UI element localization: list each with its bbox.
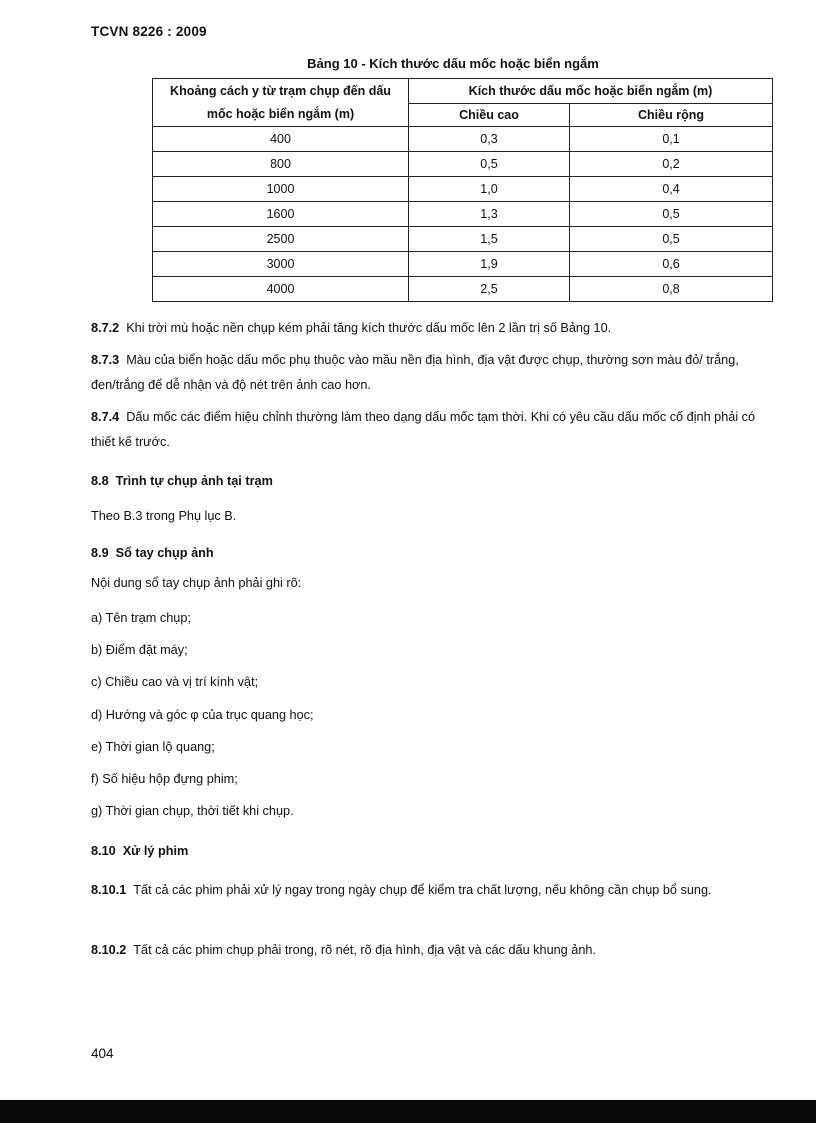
height-column-header: Chiều cao bbox=[409, 104, 570, 127]
paragraph-8-7-4 bbox=[91, 405, 766, 455]
table-row bbox=[153, 252, 773, 277]
width-cell: 0,5 bbox=[570, 227, 773, 252]
distance-cell: 1000 bbox=[153, 177, 409, 202]
distance-column-header: Khoảng cách y từ trạm chụp đến dấu mốc hoặc biển ngắm (m) bbox=[153, 79, 409, 127]
list-item: c) Chiều cao và vị trí kính vật; bbox=[91, 675, 259, 689]
dimensions-table bbox=[152, 78, 773, 302]
clause-number: 8.10.1 bbox=[91, 883, 127, 897]
table-row bbox=[153, 127, 773, 152]
width-cell: 0,5 bbox=[570, 202, 773, 227]
list-item: d) Hướng và góc φ của trục quang học; bbox=[91, 708, 314, 722]
clause-number: 8.7.3 bbox=[91, 353, 120, 367]
section-8-9-intro: Nội dung sổ tay chụp ảnh phải ghi rõ: bbox=[91, 576, 302, 590]
page-number: 404 bbox=[91, 1046, 114, 1061]
section-heading-8-10 bbox=[91, 841, 766, 861]
clause-text: Dấu mốc các điểm hiệu chỉnh thường làm theo dạng dấu mốc tạm thời. Khi có yêu cầu dấu mốc cố định phải có thiết kế trước. bbox=[91, 410, 756, 449]
paragraph-8-10-1 bbox=[91, 877, 766, 903]
distance-cell: 1600 bbox=[153, 202, 409, 227]
distance-cell: 400 bbox=[153, 127, 409, 152]
standard-header: TCVN 8226 : 2009 bbox=[91, 24, 207, 39]
width-cell: 0,4 bbox=[570, 177, 773, 202]
section-title: Trình tự chụp ảnh tại trạm bbox=[115, 474, 273, 488]
section-number: 8.9 bbox=[91, 546, 109, 560]
section-number: 8.10 bbox=[91, 844, 116, 858]
section-title: Sổ tay chụp ảnh bbox=[115, 546, 214, 560]
section-heading-8-8 bbox=[91, 471, 766, 491]
clause-text: Tất cả các phim phải xử lý ngay trong ngày chụp để kiểm tra chất lượng, nếu không cần chụp bổ sung. bbox=[133, 883, 712, 897]
section-8-8-text: Theo B.3 trong Phụ lục B. bbox=[91, 509, 237, 523]
table-row bbox=[153, 202, 773, 227]
height-cell: 2,5 bbox=[409, 277, 570, 302]
table-caption: Bảng 10 - Kích thước dấu mốc hoặc biển ngắm bbox=[307, 56, 599, 71]
list-item: f) Số hiệu hộp đựng phim; bbox=[91, 772, 238, 786]
width-cell: 0,6 bbox=[570, 252, 773, 277]
table-row bbox=[153, 152, 773, 177]
distance-cell: 2500 bbox=[153, 227, 409, 252]
distance-cell: 3000 bbox=[153, 252, 409, 277]
height-cell: 1,9 bbox=[409, 252, 570, 277]
table-row bbox=[153, 227, 773, 252]
width-cell: 0,2 bbox=[570, 152, 773, 177]
list-item: a) Tên trạm chụp; bbox=[91, 611, 191, 625]
scan-edge-bar bbox=[0, 1100, 816, 1123]
section-number: 8.8 bbox=[91, 474, 109, 488]
clause-text: Màu của biển hoặc dấu mốc phụ thuộc vào mầu nền địa hình, địa vật được chụp, thường sơn màu đỏ/ trắng, đen/trắng để dễ nhận và độ nét trên ảnh cao hơn. bbox=[91, 353, 739, 392]
table-row bbox=[153, 277, 773, 302]
paragraph-8-7-3 bbox=[91, 348, 766, 398]
clause-number: 8.7.2 bbox=[91, 321, 120, 335]
clause-number: 8.7.4 bbox=[91, 410, 120, 424]
width-cell: 0,1 bbox=[570, 127, 773, 152]
clause-text: Khi trời mù hoặc nền chụp kém phải tăng kích thước dấu mốc lên 2 lần trị số Bảng 10. bbox=[126, 321, 612, 335]
height-cell: 1,0 bbox=[409, 177, 570, 202]
distance-cell: 800 bbox=[153, 152, 409, 177]
height-cell: 0,5 bbox=[409, 152, 570, 177]
section-title: Xử lý phim bbox=[122, 844, 189, 858]
paragraph-8-7-2 bbox=[91, 318, 766, 338]
width-cell: 0,8 bbox=[570, 277, 773, 302]
height-cell: 1,3 bbox=[409, 202, 570, 227]
height-cell: 1,5 bbox=[409, 227, 570, 252]
distance-cell: 4000 bbox=[153, 277, 409, 302]
list-item: g) Thời gian chụp, thời tiết khi chụp. bbox=[91, 804, 294, 818]
paragraph-8-10-2 bbox=[91, 940, 766, 960]
list-item: b) Điểm đặt máy; bbox=[91, 643, 188, 657]
clause-text: Tất cả các phim chụp phải trong, rõ nét, rõ địa hình, địa vật và các dấu khung ảnh. bbox=[133, 943, 596, 957]
size-group-header: Kích thước dấu mốc hoặc biển ngắm (m) bbox=[409, 79, 773, 104]
height-cell: 0,3 bbox=[409, 127, 570, 152]
section-heading-8-9 bbox=[91, 543, 766, 563]
clause-number: 8.10.2 bbox=[91, 943, 127, 957]
table-row bbox=[153, 177, 773, 202]
width-column-header: Chiều rộng bbox=[570, 104, 773, 127]
list-item: e) Thời gian lộ quang; bbox=[91, 740, 215, 754]
